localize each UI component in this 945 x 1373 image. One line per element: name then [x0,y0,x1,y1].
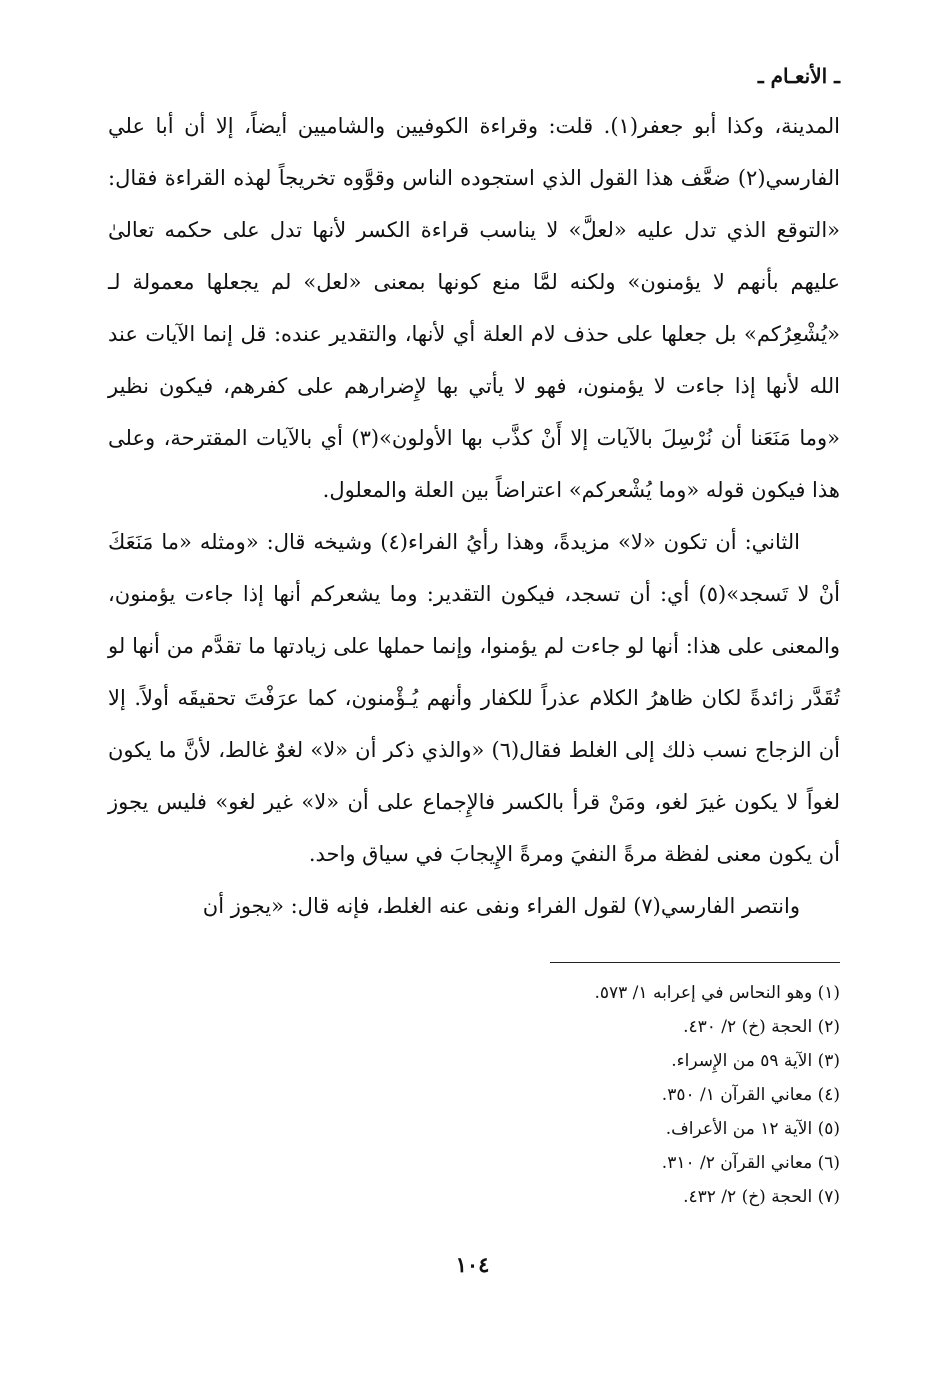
paragraph-3: وانتصر الفارسي(٧) لقول الفراء ونفى عنه الغلط، فإنه قال: «يجوز أن [202,894,800,918]
footnote-divider [550,962,840,963]
footnote-4: (٤) معاني القرآن ١/ ٣٥٠. [661,1085,840,1105]
footnote-2: (٢) الحجة (خ) ٢/ ٤٣٠. [683,1017,840,1037]
running-header: ـ الأنعـام ـ [757,64,840,88]
footnote-3: (٣) الآية ٥٩ من الإِسراء. [671,1051,840,1071]
page-number: ١٠٤ [455,1252,490,1277]
footnote-1: (١) وهو النحاس في إعرابه ١/ ٥٧٣. [594,983,840,1003]
paragraph-1: المدينة، وكذا أبو جعفر(١). قلت: وقراءة الكوفيين والشاميين أيضاً، إلا أن أبا علي الفارسي(٢) ضعَّف هذا القول الذي استجوده الناس وقوَّوه تخريجاً لهذه القراءة فقال: «التوقع الذي تدل عليه «لعلَّ» لا يناسب قراءة الكسر لأنها تدل على حكمه تعالىٰ عليهم بأنهم لا يؤمنون» ولكنه لمَّا منع كونها بمعنى «لعل» لم يجعلها معمولة لـ «يُشْعِرُكم» بل جعلها على حذف لام العلة أي لأنها، والتقدير عنده: قل إنما الآيات عند الله لأنها إذا جاءت لا يؤمنون، فهو لا يأتي بها لإِضرارهم على كفرهم، فيكون نظير «وما مَنَعَنا أن نُرْسِلَ بالآيات إلا أَنْ كذَّب بها الأولون»(٣) أي بالآيات المقترحة، وعلى هذا فيكون قوله «وما يُشْعركم» اعتراضاً بين العلة والمعلول. [108,114,840,502]
paragraph-2: الثاني: أن تكون «لا» مزيدةً، وهذا رأيُ الفراء(٤) وشيخه قال: «ومثله «ما مَنَعَكَ أنْ لا تَسجد»(٥) أي: أن تسجد، فيكون التقدير: وما يشعركم أنها إذا جاءت يؤمنون، والمعنى على هذا: أنها لو جاءت لم يؤمنوا، وإنما حملها على زيادتها ما تقدَّم من أنها لو تُقَدَّر زائدةً لكان ظاهرُ الكلام عذراً للكفار وأنهم يُـؤْمنون، كما عرَفْتَ تحقيقَه أولاً. إلا أن الزجاج نسب ذلك إلى الغلط فقال(٦) «والذي ذكر أن «لا» لغوٌ غالط، لأنَّ ما يكون لغواً لا يكون غيرَ لغو، ومَنْ قرأ بالكسر فالإِجماع على أن «لا» غير لغو» فليس يجوز أن يكون معنى لفظة مرةً النفيَ ومرةً الإِيجابَ في سياق واحد. [108,530,840,866]
footnote-5: (٥) الآية ١٢ من الأعراف. [665,1119,840,1139]
footnote-6: (٦) معاني القرآن ٢/ ٣١٠. [661,1153,840,1173]
footnote-7: (٧) الحجة (خ) ٢/ ٤٣٢. [683,1187,840,1207]
footnotes-list [108,976,840,1214]
main-text [108,100,840,932]
